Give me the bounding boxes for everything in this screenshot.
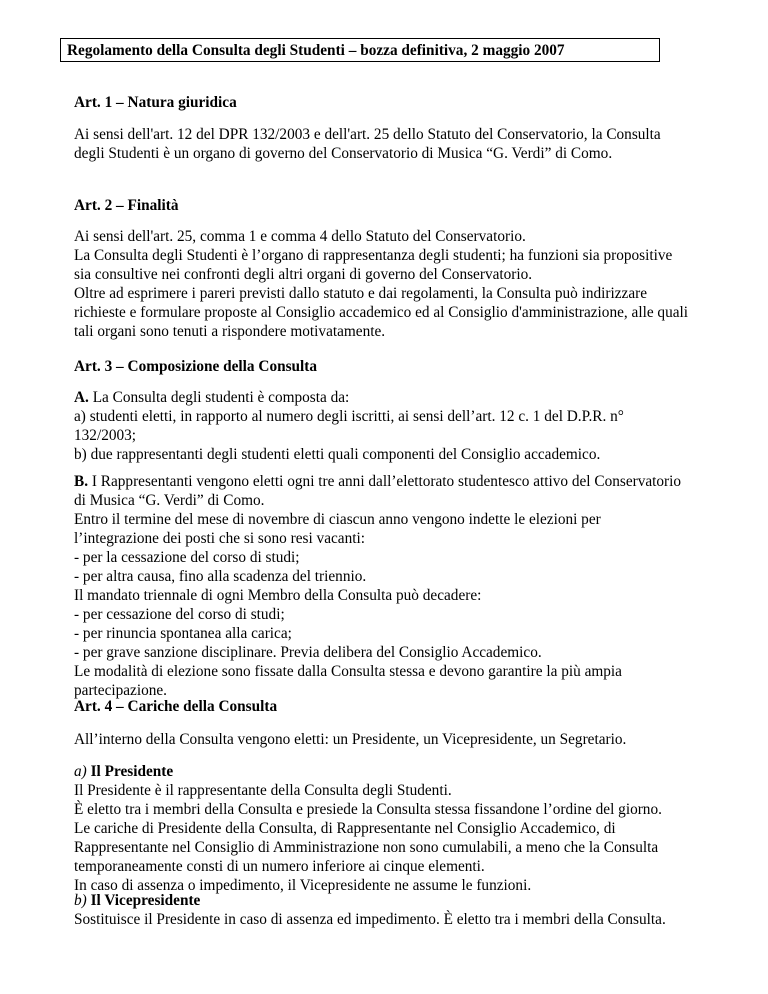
art2-line: richieste e formulare proposte al Consiglio accademico ed al Consiglio d'amministrazione, alle quali (74, 304, 689, 321)
art1-line: degli Studenti è un organo di governo del Conservatorio di Musica “G. Verdi” di Como. (74, 145, 613, 162)
art3-b-line (74, 472, 714, 491)
art3-part-b (74, 472, 714, 700)
art4-a-line: Le cariche di Presidente della Consulta, di Rappresentante nel Consiglio Accademico, di (74, 820, 616, 837)
art3-b-line: - per rinuncia spontanea alla carica; (74, 625, 292, 642)
art4-b-line: Sostituisce il Presidente in caso di assenza ed impedimento. È eletto tra i membri della Consulta. (74, 911, 666, 928)
art4-part-b (74, 891, 714, 929)
art3-a-line: a) studenti eletti, in rapporto al numero degli iscritti, ai sensi dell’art. 12 c. 1 del D.P.R. n° (74, 408, 624, 425)
art3-part-a (74, 388, 714, 464)
art3-a-text: La Consulta degli studenti è composta da: (88, 389, 350, 406)
art3-title: Art. 3 – Composizione della Consulta (74, 358, 318, 375)
art2-line: La Consulta degli Studenti è l’organo di rappresentanza degli studenti; ha funzioni sia propositive (74, 247, 673, 264)
art3-b-line: Il mandato triennale di ogni Membro della Consulta può decadere: (74, 587, 482, 604)
art3-b-text: I Rappresentanti vengono eletti ogni tre anni dall’elettorato studentesco attivo del Conservatorio (88, 473, 682, 490)
art4-a-heading (74, 762, 714, 781)
art4-a-line: È eletto tra i membri della Consulta e presiede la Consulta stessa fissandone l’ordine del giorno. (74, 801, 662, 818)
art3-b-line: - per grave sanzione disciplinare. Previa delibera del Consiglio Accademico. (74, 644, 542, 661)
art4-b-title: Il Vicepresidente (86, 892, 201, 909)
art2-line: tali organi sono tenuti a rispondere motivatamente. (74, 323, 386, 340)
art4-title: Art. 4 – Cariche della Consulta (74, 698, 278, 715)
art3-b-line: di Musica “G. Verdi” di Como. (74, 492, 265, 509)
art1-line: Ai sensi dell'art. 12 del DPR 132/2003 e dell'art. 25 dello Statuto del Conservatorio, la Consulta (74, 126, 661, 143)
art2-body (74, 227, 714, 341)
art3-a-line: b) due rappresentanti degli studenti eletti quali componenti del Consiglio accademico. (74, 446, 601, 463)
art3-b-line: - per altra causa, fino alla scadenza del triennio. (74, 568, 367, 585)
art3-b-label: B. (74, 473, 89, 490)
art4-a-title: Il Presidente (86, 763, 174, 780)
art1-body (74, 125, 714, 163)
art3-b-line: Entro il termine del mese di novembre di ciascun anno vengono indette le elezioni per (74, 511, 601, 528)
art4-a-line: Rappresentante nel Consiglio di Amministrazione non sono cumulabili, a meno che la Consulta (74, 839, 659, 856)
art3-a-line: 132/2003; (74, 427, 137, 444)
document-header: Regolamento della Consulta degli Studenti – bozza definitiva, 2 maggio 2007 (60, 38, 660, 62)
art4-b-heading (74, 891, 714, 910)
art4-a-line: temporaneamente consti di un numero inferiore ai cinque elementi. (74, 858, 485, 875)
art3-b-line: Le modalità di elezione sono fissate dalla Consulta stessa e devono garantire la più ampia (74, 663, 622, 680)
art3-b-line: l’integrazione dei posti che si sono resi vacanti: (74, 530, 365, 547)
art4-part-a (74, 762, 714, 895)
art2-title: Art. 2 – Finalità (74, 197, 179, 214)
art4-a-line: In caso di assenza o impedimento, il Vicepresidente ne assume le funzioni. (74, 877, 532, 894)
art2-line: sia consultive nei confronti degli altri organi di governo del Conservatorio. (74, 266, 533, 283)
art4-a-letter: a) (74, 763, 87, 780)
art4-intro: All’interno della Consulta vengono eletti: un Presidente, un Vicepresidente, un Segretario. (74, 731, 627, 748)
art4-a-line: Il Presidente è il rappresentante della Consulta degli Studenti. (74, 782, 452, 799)
art3-b-line: partecipazione. (74, 682, 167, 699)
art3-a-label: A. (74, 389, 89, 406)
art1-title: Art. 1 – Natura giuridica (74, 94, 237, 111)
art3-b-line: - per cessazione del corso di studi; (74, 606, 285, 623)
art2-line: Ai sensi dell'art. 25, comma 1 e comma 4 dello Statuto del Conservatorio. (74, 228, 526, 245)
art3-b-line: - per la cessazione del corso di studi; (74, 549, 300, 566)
art4-b-letter: b) (74, 892, 87, 909)
art2-line: Oltre ad esprimere i pareri previsti dallo statuto e dai regolamenti, la Consulta può indirizzare (74, 285, 648, 302)
art3-a-line (74, 388, 714, 407)
